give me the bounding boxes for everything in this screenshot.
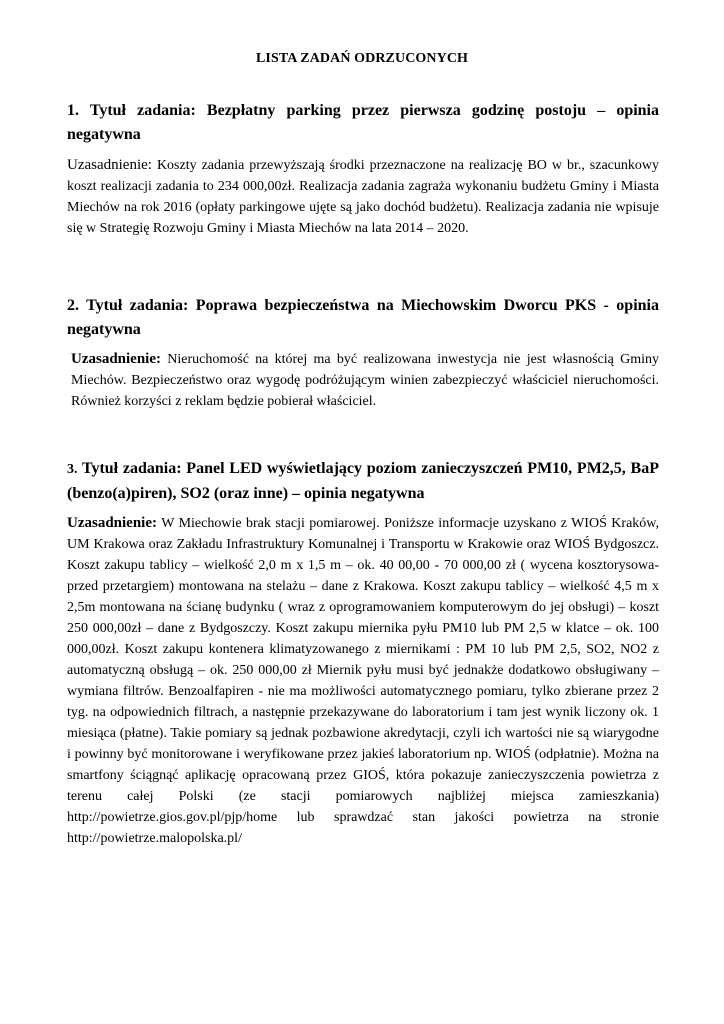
task-title-1 <box>67 99 659 147</box>
task-justification-3 <box>67 513 659 849</box>
task-title-text-1: Tytuł zadania: Bezpłatny parking przez pierwsza godzinę postoju – opinia negatywna <box>67 102 660 143</box>
justification-label-3: Uzasadnienie: <box>67 515 157 531</box>
justification-text-3: W Miechowie brak stacji pomiarowej. Poniższe informacje uzyskano z WIOŚ Kraków, UM Krakowa oraz Zakładu Infrastruktury Komunalnej i Transportu w Krakowie oraz WIOŚ Bydgoszcz. Koszt zakupu tablicy – wielkość 2,0 m x 1,5 m – ok. 40 00,00 - 70 000,00 zł ( wycena kosztorysowa- przed przetargiem) montowana na stelażu – dane z Krakowa. Koszt zakupu tablicy – wielkość 4,5 m x 2,5m montowana na ścianę budynku ( wraz z oprogramowaniem komputerowym do jej obsługi) – koszt 250 000,00zł – dane z Bydgoszczy. Koszt zakupu miernika pyłu PM10 lub PM 2,5 w klatce – ok. 100 000,00zł. Koszt zakupu kontenera klimatyzowanego z miernikami : PM 10 lub PM 2,5, SO2, NO2 z automatyczną obsługą – ok. 250 000,00 zł Miernik pyłu musi być jednakże dodatkowo obsługiwany – wymiana filtrów. Benzoalfapiren - nie ma możliwości automatycznego pomiaru, tylko zbierane przez 2 tyg. na odpowiednich filtrach, a następnie przekazywane do laboratorium i tam jest wynik liczony ok. 1 miesiąca (płatne). Takie pomiary są jednak pozbawione akredytacji, czyli ich wartości nie są wiarygodne i powinny być monitorowane i weryfikowane przez jakieś laboratorium np. WIOŚ (odpłatnie). Można na smartfony ściągnąć aplikację opracowaną przez GIOŚ, która pokazuje zanieczyszczenia powietrza z terenu całej Polski (ze stacji pomiarowych najbliżej miejsca zamieszkania) http://powietrze.gios.gov.pl/pjp/home lub sprawdzać stan jakości powietrza na stronie http://powietrze.malopolska.pl/ <box>67 516 659 846</box>
task-justification-1 <box>67 155 659 239</box>
task-number-2: 2. <box>67 297 79 314</box>
justification-text-2: Nieruchomość na której ma być realizowana inwestycja nie jest własnością Gminy Miechów. Bezpieczeństwo oraz wygodę podróżującym winien zabezpieczyć właściciel nieruchomości. Również korzyści z reklam będzie pobierał właściciel. <box>71 352 660 409</box>
task-section-1 <box>67 99 659 239</box>
task-title-3 <box>67 457 659 506</box>
task-title-2 <box>67 294 659 342</box>
task-section-2 <box>67 294 659 412</box>
justification-label-1: Uzasadnienie: <box>67 157 152 173</box>
task-justification-2 <box>67 349 659 412</box>
task-number-1: 1. <box>67 102 79 119</box>
justification-label-2: Uzasadnienie: <box>71 351 161 367</box>
task-title-text-2: Tytuł zadania: Poprawa bezpieczeństwa na Miechowskim Dworcu PKS - opinia negatywna <box>67 297 659 338</box>
task-section-3 <box>67 457 659 849</box>
task-title-text-3: Tytuł zadania: Panel LED wyświetlający poziom zanieczyszczeń PM10, PM2,5, BaP (benzo(a)piren), SO2 (oraz inne) – opinia negatywna <box>67 460 659 502</box>
document-title: LISTA ZADAŃ ODRZUCONYCH <box>255 51 469 66</box>
task-number-3: 3. <box>67 462 78 477</box>
justification-text-1: Koszty zadania przewyższają środki przeznaczone na realizację BO w br., szacunkowy koszt realizacji zadania to 234 000,00zł. Realizacja zadania zagraża wykonaniu budżetu Gminy i Miasta Miechów na rok 2016 (opłaty parkingowe ujęte są jako dochód budżetu). Realizacja zadania nie wpisuje się w Strategię Rozwoju Gminy i Miasta Miechów na lata 2014 – 2020. <box>67 158 660 236</box>
